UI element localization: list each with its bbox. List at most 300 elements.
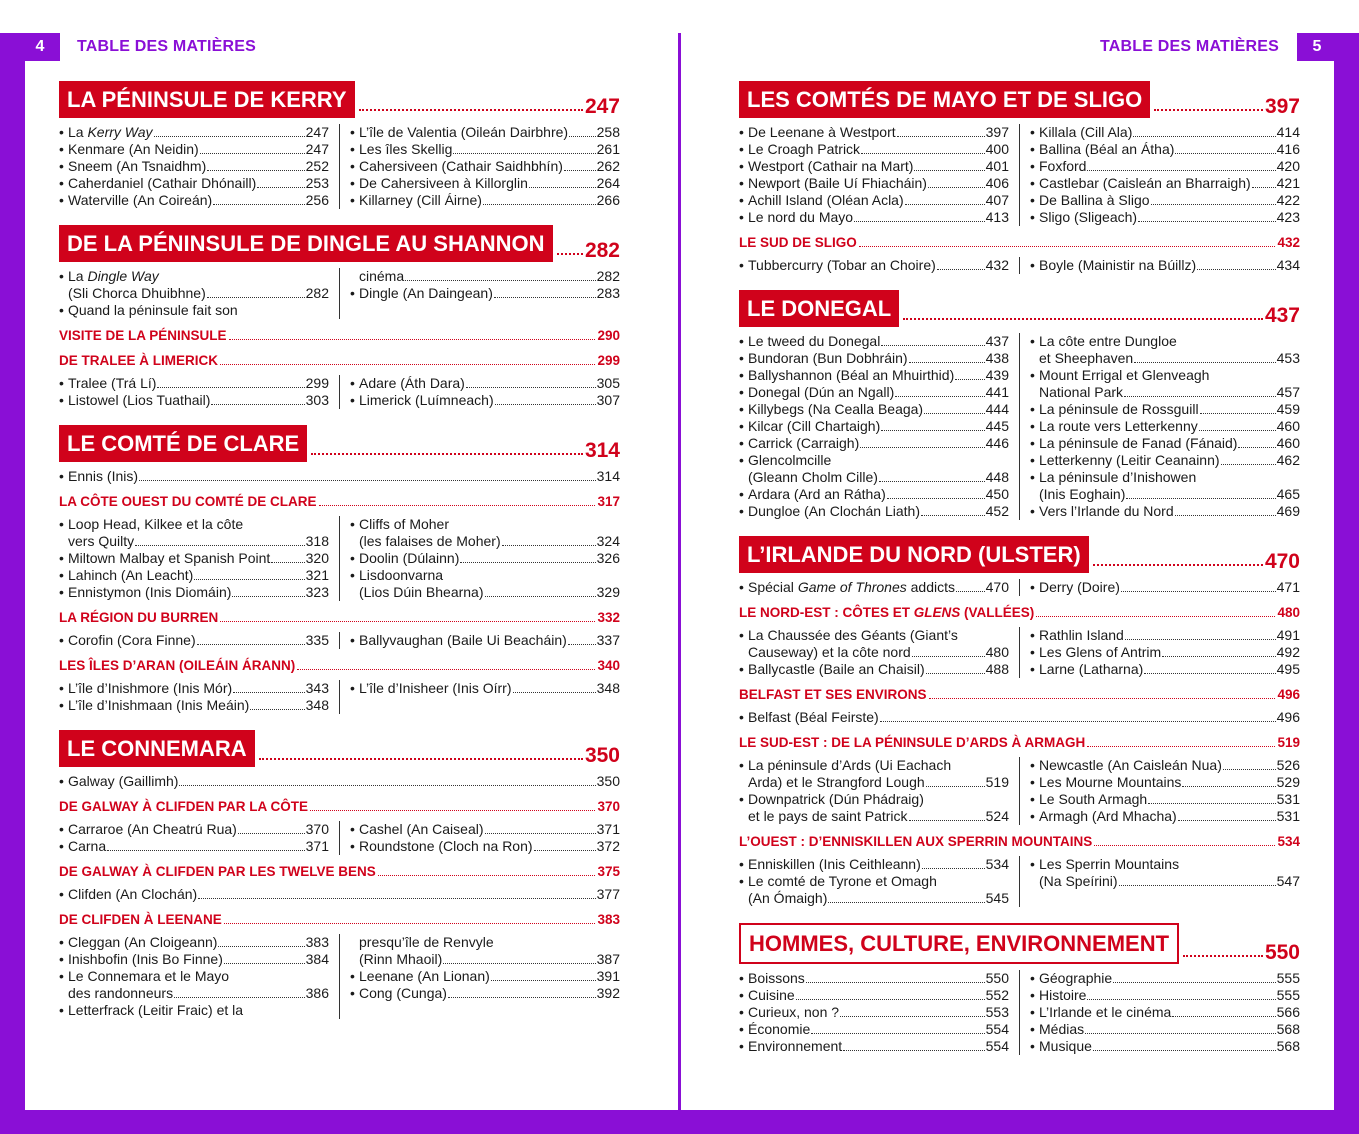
entry-title: (les falaises de Moher)	[359, 533, 501, 549]
entry-column	[59, 886, 620, 903]
toc-entry	[350, 838, 620, 855]
toc-entry	[59, 285, 329, 302]
bullet: •	[59, 968, 64, 984]
leader-dots	[174, 997, 305, 998]
bullet: •	[739, 158, 744, 174]
entry-title: La péninsule d’Ards (Ui Eachach	[748, 757, 952, 773]
entry-title: Cliffs of Moher	[359, 516, 449, 532]
entry-title: La Kerry Way	[68, 124, 153, 140]
bullet: •	[350, 192, 355, 208]
toc-entry	[739, 1038, 1009, 1055]
entry-page: 555	[1276, 987, 1300, 1003]
entry-column-2	[340, 268, 620, 319]
bullet: •	[59, 1002, 64, 1018]
toc-entry	[1030, 808, 1300, 825]
leader-dots	[1175, 515, 1276, 516]
toc-entry	[350, 985, 620, 1002]
entry-page: 492	[1276, 644, 1300, 660]
entry-title: Vers l’Irlande du Nord	[1039, 503, 1174, 519]
entry-page: 550	[985, 970, 1009, 986]
leader-dots	[1133, 136, 1275, 137]
entry-list	[59, 268, 620, 319]
entry-title: Les Sperrin Mountains	[1039, 856, 1180, 872]
leader-dots	[1125, 639, 1276, 640]
entry-page: 432	[985, 257, 1009, 273]
entry-column-2	[340, 516, 620, 601]
toc-entry	[1030, 367, 1300, 384]
entry-page: 465	[1276, 486, 1300, 502]
entry-list	[739, 579, 1300, 596]
toc-entry	[1030, 158, 1300, 175]
chapter-heading	[739, 290, 1300, 327]
leader-dots	[1134, 362, 1275, 363]
entry-page: 460	[1276, 435, 1300, 451]
bullet: •	[350, 124, 355, 140]
section-page: 332	[597, 610, 620, 625]
entry-title: Causeway) et la côte nord	[748, 644, 911, 660]
bullet: •	[739, 856, 744, 872]
leader-dots	[1036, 616, 1275, 617]
entry-list	[739, 757, 1300, 825]
entry-page: 400	[985, 141, 1009, 157]
leader-dots	[197, 644, 305, 645]
leader-dots	[224, 923, 596, 924]
entry-title: Musique	[1039, 1038, 1092, 1054]
spacer	[59, 409, 620, 425]
toc-entry	[1030, 469, 1300, 486]
bullet: •	[739, 384, 744, 400]
chapter-heading	[59, 225, 620, 262]
entry-title: Roundstone (Cloch na Ron)	[359, 838, 533, 854]
toc-entry	[59, 985, 329, 1002]
bullet: •	[739, 873, 744, 889]
entry-list	[59, 886, 620, 903]
leader-dots	[460, 562, 595, 563]
entry-page: 566	[1276, 1004, 1300, 1020]
toc-entry	[1030, 401, 1300, 418]
entry-page: 554	[985, 1038, 1009, 1054]
leader-dots	[880, 721, 1276, 722]
entry-title: La Dingle Way	[68, 268, 159, 284]
leader-dots	[534, 850, 596, 851]
leader-dots	[200, 153, 305, 154]
leader-dots	[485, 596, 596, 597]
entry-column-1	[59, 632, 340, 649]
toc-entry	[739, 209, 1009, 226]
toc-entry	[739, 367, 1009, 384]
bullet: •	[1030, 418, 1035, 434]
bullet: •	[59, 175, 64, 191]
entry-title: Castlebar (Caisleán an Bharraigh)	[1039, 175, 1251, 191]
entry-title: Loop Head, Kilkee et la côte	[68, 516, 244, 532]
entry-title: Caherdaniel (Cathair Dhónaill)	[68, 175, 257, 191]
toc-entry	[1030, 192, 1300, 209]
leader-dots	[405, 280, 596, 281]
section-page: 375	[597, 864, 620, 879]
bullet: •	[739, 350, 744, 366]
entry-column-1	[59, 516, 340, 601]
entry-column-2	[1020, 970, 1300, 1055]
entry-page: 371	[596, 821, 620, 837]
bullet: •	[739, 367, 744, 383]
entry-title: Les Mourne Mountains	[1039, 774, 1182, 790]
spacer	[739, 520, 1300, 536]
bullet: •	[1030, 435, 1035, 451]
entry-title: Cashel (An Caiseal)	[359, 821, 484, 837]
entry-list	[59, 821, 620, 855]
leader-dots	[557, 253, 583, 255]
bullet: •	[739, 333, 744, 349]
entry-page: 438	[985, 350, 1009, 366]
leader-dots	[922, 868, 985, 869]
left-page-number: 4	[20, 33, 60, 61]
leader-dots	[861, 153, 985, 154]
bullet: •	[1030, 257, 1035, 273]
entry-list	[739, 333, 1300, 520]
leader-dots	[1087, 746, 1275, 747]
entry-page: 437	[985, 333, 1009, 349]
entry-title: vers Quilty	[68, 533, 135, 549]
bullet: •	[350, 838, 355, 854]
spacer	[59, 714, 620, 730]
entry-page: 335	[305, 632, 329, 648]
entry-title: Belfast (Béal Feirste)	[748, 709, 879, 725]
bullet: •	[1030, 808, 1035, 824]
entry-title: Adare (Áth Dara)	[359, 375, 465, 391]
leader-dots	[220, 364, 595, 365]
chapter-page: 314	[584, 439, 620, 462]
entry-title: Ballyshannon (Béal an Mhuirthid)	[748, 367, 955, 383]
leader-dots	[859, 246, 1276, 247]
toc-entry	[1030, 333, 1300, 350]
chapter-title: LE COMTÉ DE CLARE	[59, 425, 307, 462]
entry-page: 247	[305, 141, 329, 157]
entry-title: Géographie	[1039, 970, 1113, 986]
toc-entry	[59, 632, 329, 649]
bullet: •	[1030, 757, 1035, 773]
entry-list	[59, 680, 620, 714]
entry-title: et le pays de saint Patrick	[748, 808, 908, 824]
bullet: •	[739, 1038, 744, 1054]
entry-column-1	[739, 970, 1020, 1055]
toc-entry	[59, 375, 329, 392]
entry-page: 471	[1276, 579, 1300, 595]
entry-title: Armagh (Ard Mhacha)	[1039, 808, 1177, 824]
entry-page: 321	[305, 567, 329, 583]
entry-title: Ennis (Inis)	[68, 468, 139, 484]
leader-dots	[811, 1033, 984, 1034]
leader-dots	[211, 404, 304, 405]
toc-entry	[350, 821, 620, 838]
entry-column	[739, 709, 1300, 726]
entry-page: 495	[1276, 661, 1300, 677]
toc-entry	[59, 697, 329, 714]
leader-dots	[1183, 955, 1263, 957]
toc-entry	[350, 567, 620, 584]
entry-page: 448	[985, 469, 1009, 485]
leader-dots	[569, 136, 596, 137]
leader-dots	[1124, 396, 1276, 397]
bullet: •	[59, 158, 64, 174]
section-page: 534	[1277, 834, 1300, 849]
entry-title: des randonneurs	[68, 985, 174, 1001]
entry-title: Corofin (Cora Finne)	[68, 632, 196, 648]
leader-dots	[828, 902, 984, 903]
entry-title: Le Connemara et le Mayo	[68, 968, 230, 984]
bullet: •	[1030, 987, 1035, 1003]
chapter-title: LES COMTÉS DE MAYO ET DE SLIGO	[739, 81, 1150, 118]
chapter-page: 550	[1264, 941, 1300, 964]
entry-page: 469	[1276, 503, 1300, 519]
entry-column-2	[1020, 856, 1300, 907]
entry-title: Le comté de Tyrone et Omagh	[748, 873, 937, 889]
entry-title: Inishbofin (Inis Bo Finne)	[68, 951, 223, 967]
toc-entry	[59, 302, 329, 319]
entry-page: 323	[305, 584, 329, 600]
leader-dots	[319, 505, 596, 506]
section-heading	[59, 353, 620, 369]
entry-list	[739, 856, 1300, 907]
entry-title: Limerick (Luímneach)	[359, 392, 494, 408]
chapter-heading	[739, 536, 1300, 573]
entry-column-1	[59, 821, 340, 855]
entry-page: 307	[596, 392, 620, 408]
entry-title: De Leenane à Westport	[748, 124, 896, 140]
toc-entry	[1030, 1021, 1300, 1038]
entry-title: Les Glens of Antrim	[1039, 644, 1162, 660]
entry-list	[739, 257, 1300, 274]
toc-entry	[739, 435, 1009, 452]
toc-entry	[1030, 257, 1300, 274]
entry-title: L’île de Valentia (Oileán Dairbhre)	[359, 124, 569, 140]
entry-title: Tralee (Trá Lí)	[68, 375, 157, 391]
toc-entry	[59, 951, 329, 968]
toc-entry	[739, 333, 1009, 350]
toc-entry	[1030, 987, 1300, 1004]
leader-dots	[207, 297, 305, 298]
leader-dots	[1085, 1033, 1276, 1034]
toc-entry	[59, 968, 329, 985]
bullet: •	[739, 192, 744, 208]
leader-dots	[905, 204, 985, 205]
spacer	[739, 907, 1300, 923]
entry-page: 555	[1276, 970, 1300, 986]
chapter-heading	[59, 81, 620, 118]
section-page: 496	[1277, 687, 1300, 702]
chapter-page: 437	[1264, 304, 1300, 327]
entry-column	[59, 773, 620, 790]
entry-page: 457	[1276, 384, 1300, 400]
leader-dots	[879, 481, 985, 482]
leader-dots	[198, 898, 595, 899]
entry-title: Letterkenny (Leitir Ceanainn)	[1039, 452, 1220, 468]
entry-page: 444	[985, 401, 1009, 417]
leader-dots	[453, 153, 595, 154]
entry-page: 446	[985, 435, 1009, 451]
toc-entry	[59, 934, 329, 951]
entry-title: Le tweed du Donegal	[748, 333, 881, 349]
bullet: •	[1030, 1021, 1035, 1037]
bullet: •	[350, 175, 355, 191]
bullet: •	[739, 452, 744, 468]
leader-dots	[513, 692, 596, 693]
toc-entry	[1030, 661, 1300, 678]
entry-title: Tubbercurry (Tobar an Choire)	[748, 257, 936, 273]
entry-page: 526	[1276, 757, 1300, 773]
entry-page: 460	[1276, 418, 1300, 434]
section-title: LE NORD-EST : CÔTES ET GLENS (VALLÉES)	[739, 605, 1035, 620]
toc-entry	[739, 418, 1009, 435]
entry-list	[59, 773, 620, 790]
entry-page: 488	[985, 661, 1009, 677]
entry-title: cinéma	[359, 268, 405, 284]
entry-title: (Sli Chorca Dhuibhne)	[68, 285, 206, 301]
section-heading	[739, 687, 1300, 703]
entry-page: 406	[985, 175, 1009, 191]
entry-title: Mount Errigal et Glenveagh	[1039, 367, 1210, 383]
bullet: •	[350, 285, 355, 301]
section-title: DE GALWAY À CLIFDEN PAR LA CÔTE	[59, 799, 309, 814]
entry-title: National Park	[1039, 384, 1124, 400]
leader-dots	[310, 810, 595, 811]
entry-title: Cuisine	[748, 987, 795, 1003]
section-page: 290	[597, 328, 620, 343]
bullet: •	[739, 757, 744, 773]
toc-entry	[59, 516, 329, 533]
leader-dots	[154, 136, 305, 137]
entry-page: 350	[596, 773, 620, 789]
entry-title: et Sheephaven	[1039, 350, 1134, 366]
leader-dots	[1113, 982, 1275, 983]
toc-entry	[739, 257, 1009, 274]
bullet: •	[1030, 452, 1035, 468]
bullet: •	[1030, 503, 1035, 519]
bullet: •	[1030, 175, 1035, 191]
chapter-title: DE LA PÉNINSULE DE DINGLE AU SHANNON	[59, 225, 553, 262]
toc-entry	[350, 968, 620, 985]
bullet: •	[1030, 158, 1035, 174]
bullet: •	[739, 435, 744, 451]
leader-dots	[1178, 820, 1276, 821]
entry-column-2	[340, 680, 620, 714]
toc-entry	[59, 468, 620, 485]
leader-dots	[1154, 109, 1263, 111]
leader-dots	[881, 430, 984, 431]
bullet: •	[59, 680, 64, 696]
leader-dots	[107, 850, 305, 851]
toc-entry	[739, 124, 1009, 141]
entry-title: L’île d’Inishmore (Inis Mór)	[68, 680, 233, 696]
right-page-number: 5	[1297, 33, 1337, 61]
section-title: BELFAST ET SES ENVIRONS	[739, 687, 927, 702]
entry-title: Dingle (An Daingean)	[359, 285, 493, 301]
bullet: •	[1030, 644, 1035, 660]
entry-page: 386	[305, 985, 329, 1001]
entry-page: 534	[985, 856, 1009, 872]
entry-page: 397	[985, 124, 1009, 140]
entry-title: Ardara (Ard an Rátha)	[748, 486, 886, 502]
entry-title: Leenane (An Lionan)	[359, 968, 490, 984]
leader-dots	[1175, 153, 1275, 154]
entry-title: Ballyvaughan (Baile Ui Beacháin)	[359, 632, 567, 648]
bullet: •	[59, 838, 64, 854]
leader-dots	[1087, 999, 1275, 1000]
section-page: 519	[1277, 735, 1300, 750]
bullet: •	[1030, 141, 1035, 157]
bullet: •	[1030, 856, 1035, 872]
toc-entry	[350, 268, 620, 285]
entry-list	[59, 124, 620, 209]
bullet: •	[1030, 333, 1035, 349]
entry-page: 531	[1276, 791, 1300, 807]
entry-page: 529	[1276, 774, 1300, 790]
entry-title: Ballycastle (Baile an Chaisil)	[748, 661, 925, 677]
entry-column-2	[1020, 627, 1300, 678]
section-heading	[59, 494, 620, 510]
bullet: •	[59, 567, 64, 583]
leader-dots	[860, 447, 984, 448]
entry-page: 283	[596, 285, 620, 301]
leader-dots	[491, 980, 596, 981]
bullet: •	[59, 632, 64, 648]
entry-title: L’île d’Inisheer (Inis Oírr)	[359, 680, 512, 696]
bullet: •	[739, 970, 744, 986]
bullet: •	[1030, 627, 1035, 643]
entry-column-1	[739, 627, 1020, 678]
toc-entry	[350, 192, 620, 209]
leader-dots	[1126, 498, 1275, 499]
leader-dots	[1223, 769, 1276, 770]
bullet: •	[739, 124, 744, 140]
spacer	[739, 274, 1300, 290]
entry-page: 441	[985, 384, 1009, 400]
leader-dots	[881, 345, 984, 346]
leader-dots	[1144, 673, 1275, 674]
toc-entry	[350, 375, 620, 392]
leader-dots	[157, 387, 304, 388]
right-toc-column	[739, 81, 1300, 1055]
entry-title: Achill Island (Oléan Acla)	[748, 192, 904, 208]
bullet: •	[350, 985, 355, 1001]
toc-entry	[350, 951, 620, 968]
toc-entry	[350, 934, 620, 951]
bullet: •	[739, 401, 744, 417]
bullet: •	[1030, 579, 1035, 595]
spacer	[59, 209, 620, 225]
entry-list	[739, 970, 1300, 1055]
entry-title: (Na Speírini)	[1039, 873, 1118, 889]
entry-page: 568	[1276, 1038, 1300, 1054]
toc-entry	[59, 584, 329, 601]
chapter-page: 397	[1264, 95, 1300, 118]
leader-dots	[1200, 413, 1276, 414]
toc-entry	[739, 1004, 1009, 1021]
section-heading	[739, 834, 1300, 850]
toc-entry	[739, 141, 1009, 158]
toc-entry	[739, 469, 1009, 486]
leader-dots	[914, 170, 984, 171]
toc-entry	[1030, 1004, 1300, 1021]
bullet: •	[1030, 1004, 1035, 1020]
leader-dots	[1172, 1016, 1275, 1017]
bullet: •	[1030, 124, 1035, 140]
bullet: •	[59, 124, 64, 140]
entry-page: 470	[985, 579, 1009, 595]
entry-title: Killarney (Cill Áirne)	[359, 192, 482, 208]
toc-entry	[350, 550, 620, 567]
bullet: •	[350, 550, 355, 566]
entry-page: 384	[305, 951, 329, 967]
